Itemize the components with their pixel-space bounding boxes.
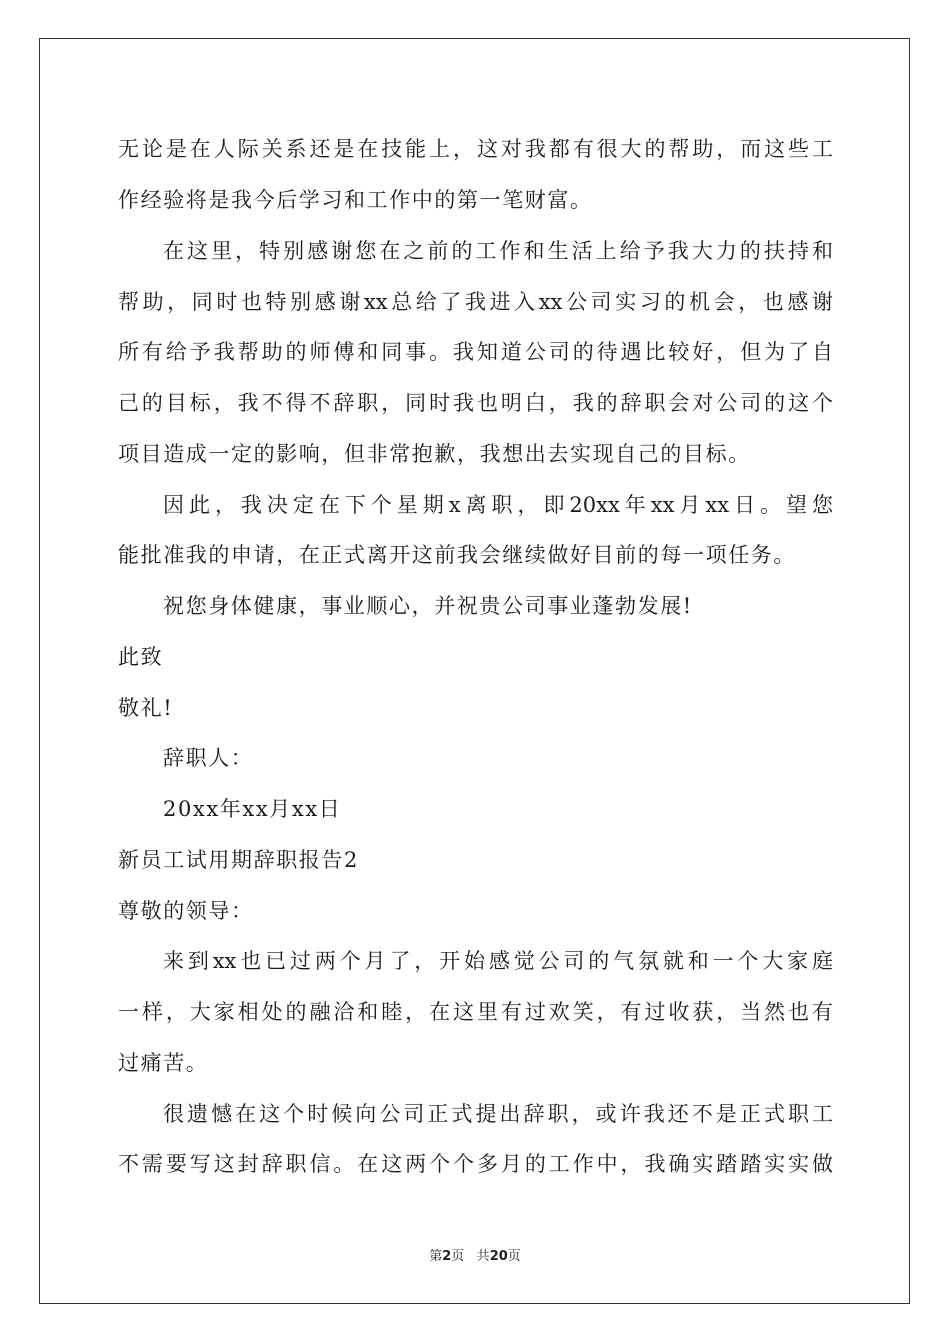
text-line: 无论是在人际关系还是在技能上，这对我都有很大的帮助，而这些工 <box>118 137 833 161</box>
section-title: 新员工试用期辞职报告2 <box>118 848 359 872</box>
paragraph-start-line: 很遗憾在这个时候向公司正式提出辞职，或许我还不是正式职工 <box>163 1102 833 1126</box>
text-line: 能批准我的申请，在正式离开这前我会继续做好目前的每一项任务。 <box>118 543 796 567</box>
total-prefix: 共 <box>476 1249 490 1264</box>
page-number: 2 <box>442 1249 452 1264</box>
signature-date: 20xx年xx月xx日 <box>163 797 342 821</box>
paragraph-start-line: 因此，我决定在下个星期x离职，即20xx年xx月xx日。望您 <box>163 493 833 517</box>
text-line: 作经验将是我今后学习和工作中的第一笔财富。 <box>118 188 593 212</box>
signature-label: 辞职人： <box>163 746 254 770</box>
text-line: 帮助，同时也特别感谢xx总给了我进入xx公司实习的机会，也感谢 <box>118 290 833 314</box>
total-pages: 20 <box>489 1249 508 1264</box>
greeting: 尊敬的领导： <box>118 899 254 923</box>
text-line: 己的目标，我不得不辞职，同时我也明白，我的辞职会对公司的这个 <box>118 391 833 415</box>
text-line: 所有给予我帮助的师傅和同事。我知道公司的待遇比较好，但为了自 <box>118 340 833 364</box>
salutation-jingli: 敬礼! <box>118 696 174 720</box>
text-line: 过痛苦。 <box>118 1051 209 1075</box>
closing-wish: 祝您身体健康，事业顺心，并祝贵公司事业蓬勃发展! <box>163 594 693 618</box>
text-line: 一样，大家相处的融洽和睦，在这里有过欢笑，有过收获，当然也有 <box>118 1000 833 1024</box>
paragraph-start-line: 来到xx也已过两个月了，开始感觉公司的气氛就和一个大家庭 <box>163 949 833 973</box>
salutation-cizhi: 此致 <box>118 645 164 669</box>
page-footer <box>0 1245 950 1264</box>
text-line: 项目造成一定的影响，但非常抱歉，我想出去实现自己的目标。 <box>118 442 751 466</box>
total-suffix: 页 <box>507 1249 521 1264</box>
page-prefix: 第 <box>429 1249 443 1264</box>
text-line: 不需要写这封辞职信。在这两个个多月的工作中，我确实踏踏实实做 <box>118 1152 833 1176</box>
paragraph-start-line: 在这里，特别感谢您在之前的工作和生活上给予我大力的扶持和 <box>163 239 833 263</box>
page-suffix: 页 <box>451 1249 465 1264</box>
